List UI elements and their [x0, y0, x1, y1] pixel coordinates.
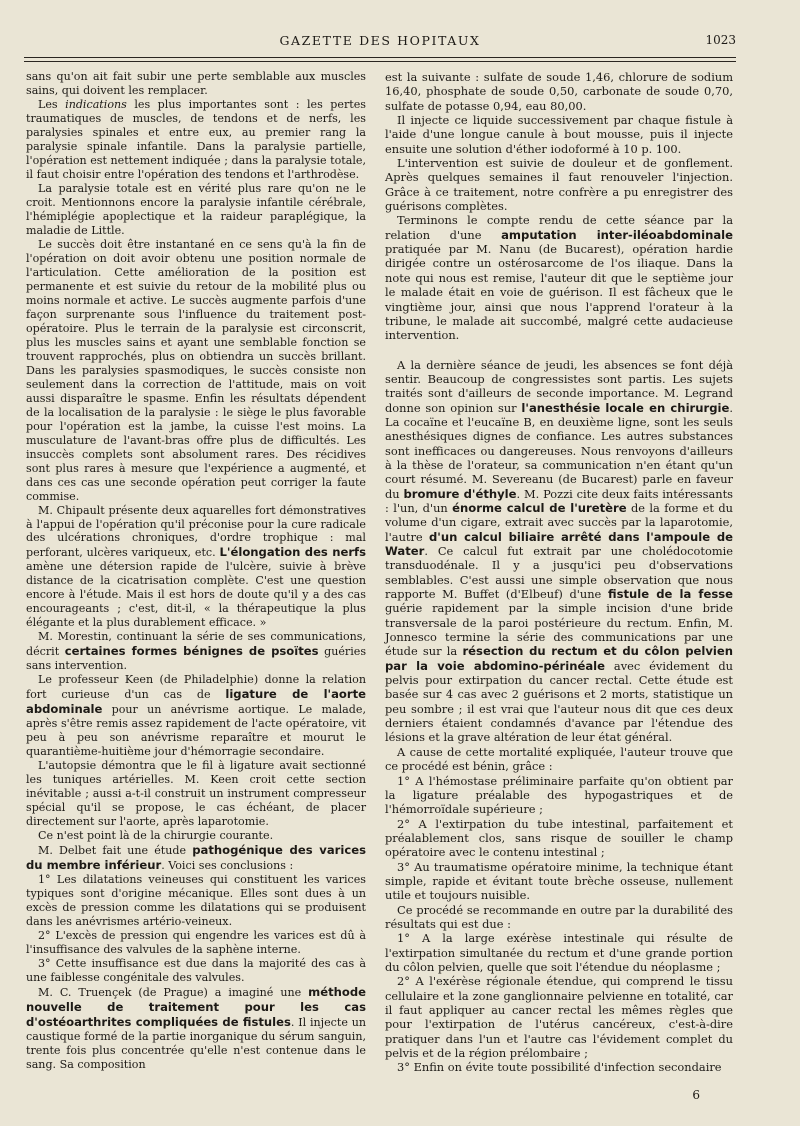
- text-run: 3° Au traumatisme opératoire minime, la technique étant simple, rapide et évitant toute brèche osseuse, nullement utile et toujours nuisible.: [385, 859, 733, 903]
- bold-topic: certaines formes bénignes de psoïtes: [64, 644, 319, 659]
- paragraph: [385, 817, 733, 860]
- text-run: Le succès doit être instantané en ce sens qu'à la fin de l'opération on doit avoir obtenu une position normale de l'articulation. Cette amélioration de la position est permanente et est suivie du retour de la mobilité plus ou moins normale et active. Le succès augmente parfois d'une façon surprenante sous l'influence du traitement post-opératoire. Plus le terrain de la paralysie est circonscrit, plus les muscles sains et ayant une semblable fonction se trouvent rapprochés, plus on obtiendra un succès brillant. Dans les paralysies spasmodiques, le succès consiste non seulement dans la correction de l'attitude, mais on voit aussi disparaître le spasme. Enfin les résultats dépendent de la localisation de la paralysie : le siège le plus favorable pour l'opération est la jambe, la cuisse l'est moins. La musculature de l'avant-bras offre plus de difficultés. Les insuccès complets sont absolument rares. Des récidives sont plus rares à mesure que l'expérience a augmenté, et dans ces cas une seconde opération peut corriger la faute commise.: [26, 237, 366, 503]
- italic-term: indications: [65, 97, 127, 111]
- text-run: pour un anévrisme aortique. Le malade, après s'être remis assez rapidement de l'acte opératoire, vit peu à peu son anévrisme reparaître et mourut le quarantième-huitième jour d'hémorragie secondaire.: [26, 703, 366, 759]
- header-rule-top: [24, 57, 736, 58]
- paragraph: [26, 238, 366, 504]
- text-run: guéries sans intervention.: [26, 645, 367, 673]
- bold-topic: fistule de la fesse: [608, 587, 733, 602]
- bold-topic: bromure d'éthyle: [403, 486, 517, 501]
- text-run: La paralysie totale est en vérité plus rare qu'on ne le croit. Mentionnons encore la paralysie infantile cérébrale, l'hémiplégie apoplectique et la raideur paraplégique, la maladie de Little.: [26, 181, 366, 237]
- text-run: guérie rapidement par la simple incision d'une bride transversale de la paroi postérieure du rectum. Enfin, M. Jonnesco termine la série des communications par une étude sur la: [385, 601, 733, 659]
- paragraph: [26, 957, 366, 985]
- bold-topic: pathogénique des varices du membre inférieur: [26, 843, 366, 873]
- text-run: Les: [38, 97, 66, 111]
- paragraph: [26, 98, 366, 182]
- text-run: 2° L'excès de pression qui engendre les varices est dû à l'insuffisance des valvules de la saphène interne.: [26, 929, 366, 957]
- text-run: M. Chipault présente deux aquarelles fort démonstratives à l'appui de l'opération qu'il préconise pour la cure radicale des ulcérations chroniques, d'ordre trophique : mal perforant, ulcères variqueux, etc.: [26, 503, 366, 560]
- paragraph: [26, 843, 366, 873]
- paragraph: [385, 974, 733, 1060]
- text-run: 3° Cette insuffisance est due dans la majorité des cas à une faiblesse congénitale des valvules.: [26, 957, 366, 984]
- left-column: [26, 70, 366, 1072]
- text-run: L'autopsie démontra que le fil à ligature avait sectionné les tuniques artérielles. M. Keen croit cette section inévitable ; aussi a-t-il construit un instrument compresseur spécial qu'il se propose, le cas échéant, de placer directement sur l'aorte, après laparotomie.: [26, 759, 366, 829]
- bold-topic: énorme calcul de l'uretère: [452, 500, 627, 515]
- paragraph: [26, 504, 366, 631]
- paragraph: [385, 113, 733, 156]
- bold-topic: résection du rectum et du côlon pelvien par la voie abdomino-périnéale: [385, 644, 733, 673]
- text-run: M. Morestin, continuant la série de ses communications, décrit: [26, 630, 366, 659]
- text-run: M. C. Truençek (de Prague) a imaginé une: [38, 985, 309, 999]
- paragraph: [26, 759, 366, 829]
- bold-topic: ligature de l'aorte abdominale: [26, 687, 367, 717]
- journal-title: GAZETTE DES HOPITAUX: [279, 33, 481, 48]
- text-run: amène une détersion rapide de l'ulcère, suivie à brève distance de la cicatrisation complète. C'est une question encore à l'étude. Mais il est hors de doute qu'il y a des cas encourageants ; c'est, dit-il, « la thérapeutique la plus élégante et la plus durablement efficace. »: [26, 560, 366, 630]
- paragraph: [26, 985, 366, 1072]
- text-run: Terminons le compte rendu de cette séance par la relation d'une: [385, 213, 733, 242]
- bold-topic: amputation inter-iléoabdominale: [501, 227, 733, 242]
- paragraph: [26, 182, 366, 238]
- paragraph: [385, 213, 733, 342]
- text-run: . Il injecte un caustique formé de la partie inorganique du sérum sanguin, trente fois plus concentrée qu'elle n'est contenue dans le sang. Sa composition: [26, 1015, 366, 1071]
- text-run: Il injecte ce liquide successivement par chaque fistule à l'aide d'une longue canule à bout mousse, puis il injecte ensuite une solution d'éther iodoformé à 10 p. 100.: [385, 113, 733, 156]
- page-header: [24, 31, 736, 51]
- text-run: A la dernière séance de jeudi, les absences se font déjà sentir. Beaucoup de congressistes sont partis. Les sujets traités sont d'ailleurs de seconde importance. M. Legrand donne son opinion sur: [385, 357, 733, 415]
- text-run: . M. Pozzi cite deux faits intéressants : l'un, d'un: [385, 486, 734, 515]
- text-run: sans qu'on ait fait subir une perte semblable aux muscles sains, qui doivent les remplacer.: [26, 70, 366, 97]
- text-run: 2° A l'extirpation du tube intestinal, parfaitement et préalablement clos, sans risque de souiller le champ opératoire avec le contenu intestinal ;: [385, 816, 733, 860]
- text-run: Le professeur Keen (de Philadelphie) donne la relation fort curieuse d'un cas de: [26, 673, 366, 702]
- paragraph: [385, 903, 733, 932]
- paragraph: [26, 829, 366, 843]
- paragraph: [385, 745, 733, 774]
- paragraph: [385, 931, 733, 974]
- paragraph: [26, 873, 366, 929]
- signature-mark: 6: [692, 1088, 700, 1102]
- text-run: 1° Les dilatations veineuses qui constituent les varices typiques sont d'origine mécanique. Elles sont dues à un excès de pression comme les dilatations qui se produisent dans les anévrismes artério-veineux.: [26, 873, 366, 929]
- text-run: 3° Enfin on évite toute possibilité d'infection secondaire: [397, 1060, 722, 1075]
- text-run: . Voici ses conclusions :: [161, 859, 294, 873]
- text-run: 2° A l'exérèse régionale étendue, qui comprend le tissu cellulaire et la zone ganglionnaire pelvienne en totalité, car il faut appliquer au cancer rectal les mêmes règles que pour l'extirpation de l'utérus cancéreux, c'est-à-dire pratiquer dans l'un et l'autre cas l'évidement complet du pelvis et de la région prélombaire ;: [385, 974, 733, 1061]
- text-run: . La cocaïne et l'eucaïne B, en deuxième ligne, sont les seuls anesthésiques dignes de confiance. Les autres substances sont inefficaces ou dangereuses. Nous renvoyons d'ailleurs à la thèse de l'orateur, sa communication n'en étant qu'un court résumé. M. Severeanu (de Bucarest) parle en faveur du: [385, 400, 733, 501]
- paragraph: [26, 673, 366, 759]
- bold-topic: d'un calcul biliaire arrêté dans l'ampoule de Water: [385, 529, 733, 558]
- bold-topic: L'élongation des nerfs: [219, 545, 366, 560]
- text-run: de la forme et du volume d'un cigare, extrait avec succès par la laparotomie, l'autre: [385, 500, 733, 544]
- paragraph: [385, 156, 733, 213]
- paragraph: [26, 630, 366, 673]
- text-run: pratiquée par M. Nanu (de Bucarest), opération hardie dirigée contre un ostérosarcome de l'os iliaque. Dans la note qui nous est remise, l'auteur dit que le septième jour le malade était en voie de guérison. Il est fâcheux que le vingtième jour, ainsi que nous l'apprend l'orateur à la tribune, le malade ait succombé, malgré cette audacieuse intervention.: [385, 242, 733, 343]
- text-run: M. Delbet fait une étude: [38, 844, 193, 858]
- right-column: [385, 70, 733, 1075]
- paragraph: [385, 358, 733, 745]
- paragraph: [385, 1060, 733, 1074]
- bold-topic: méthode nouvelle de traitement pour les cas d'ostéoarthrites compliquées de fistules: [26, 984, 366, 1029]
- paragraph: [26, 929, 366, 957]
- text-run: les plus importantes sont : les pertes traumatiques de muscles, de tendons et de nerfs, les paralysies spinales et entre eux, au premier rang la paralysie spinale infantile. Dans la paralysie partielle, l'opération est nettement indiquée ; dans la paralysie totale, il faut choisir entre l'opération des tendons et l'arthrodèse.: [26, 97, 366, 181]
- text-run: avec évidement du pelvis pour extirpation du cancer rectal. Cette étude est basée sur 4 cas avec 2 guérisons et 2 morts, statistique un peu sombre ; il est vrai que l'auteur nous dit que ces deux derniers étaient condamnés d'avance par l'étendue des lésions et la grave altération de leur état général.: [385, 658, 733, 745]
- text-run: est la suivante : sulfate de soude 1,46, chlorure de sodium 16,40, phosphate de soude 0,50, carbonate de soude 0,70, sulfate de potasse 0,94, eau 80,00.: [385, 70, 733, 113]
- text-run: A cause de cette mortalité expliquée, l'auteur trouve que ce procédé est bénin, grâce :: [385, 744, 733, 774]
- paragraph: [385, 774, 733, 817]
- page-number: 1023: [705, 33, 736, 47]
- text-run: Ce n'est point là de la chirurgie courante.: [38, 829, 274, 843]
- text-run: Ce procédé se recommande en outre par la durabilité des résultats qui est due :: [385, 902, 733, 931]
- paragraph: [385, 70, 733, 113]
- text-run: L'intervention est suivie de douleur et de gonflement. Après quelques semaines il faut renouveler l'injection. Grâce à ce traitement, notre confrère a pu enregistrer des guérisons complètes.: [385, 156, 733, 214]
- text-run: . Ce calcul fut extrait par une cholédocotomie transduodénale. Il y a jusqu'ici peu d'observations semblables. C'est aussi une simple observation que nous rapporte M. Buffet (d'Elbeuf) d'une: [385, 544, 733, 602]
- paragraph: [26, 70, 366, 98]
- text-run: 1° A l'hémostase préliminaire parfaite qu'on obtient par la ligature préalable des hypogastriques et de l'hémorroïdale supérieure ;: [385, 773, 733, 817]
- text-run: 1° A la large exérèse intestinale qui résulte de l'extirpation simultanée du rectum et d'une grande portion du côlon pelvien, quelle que soit l'étendue du néoplasme ;: [385, 931, 733, 974]
- header-rule-bottom: [24, 61, 736, 62]
- bold-topic: l'anesthésie locale en chirurgie: [521, 400, 730, 415]
- paragraph: [385, 860, 733, 903]
